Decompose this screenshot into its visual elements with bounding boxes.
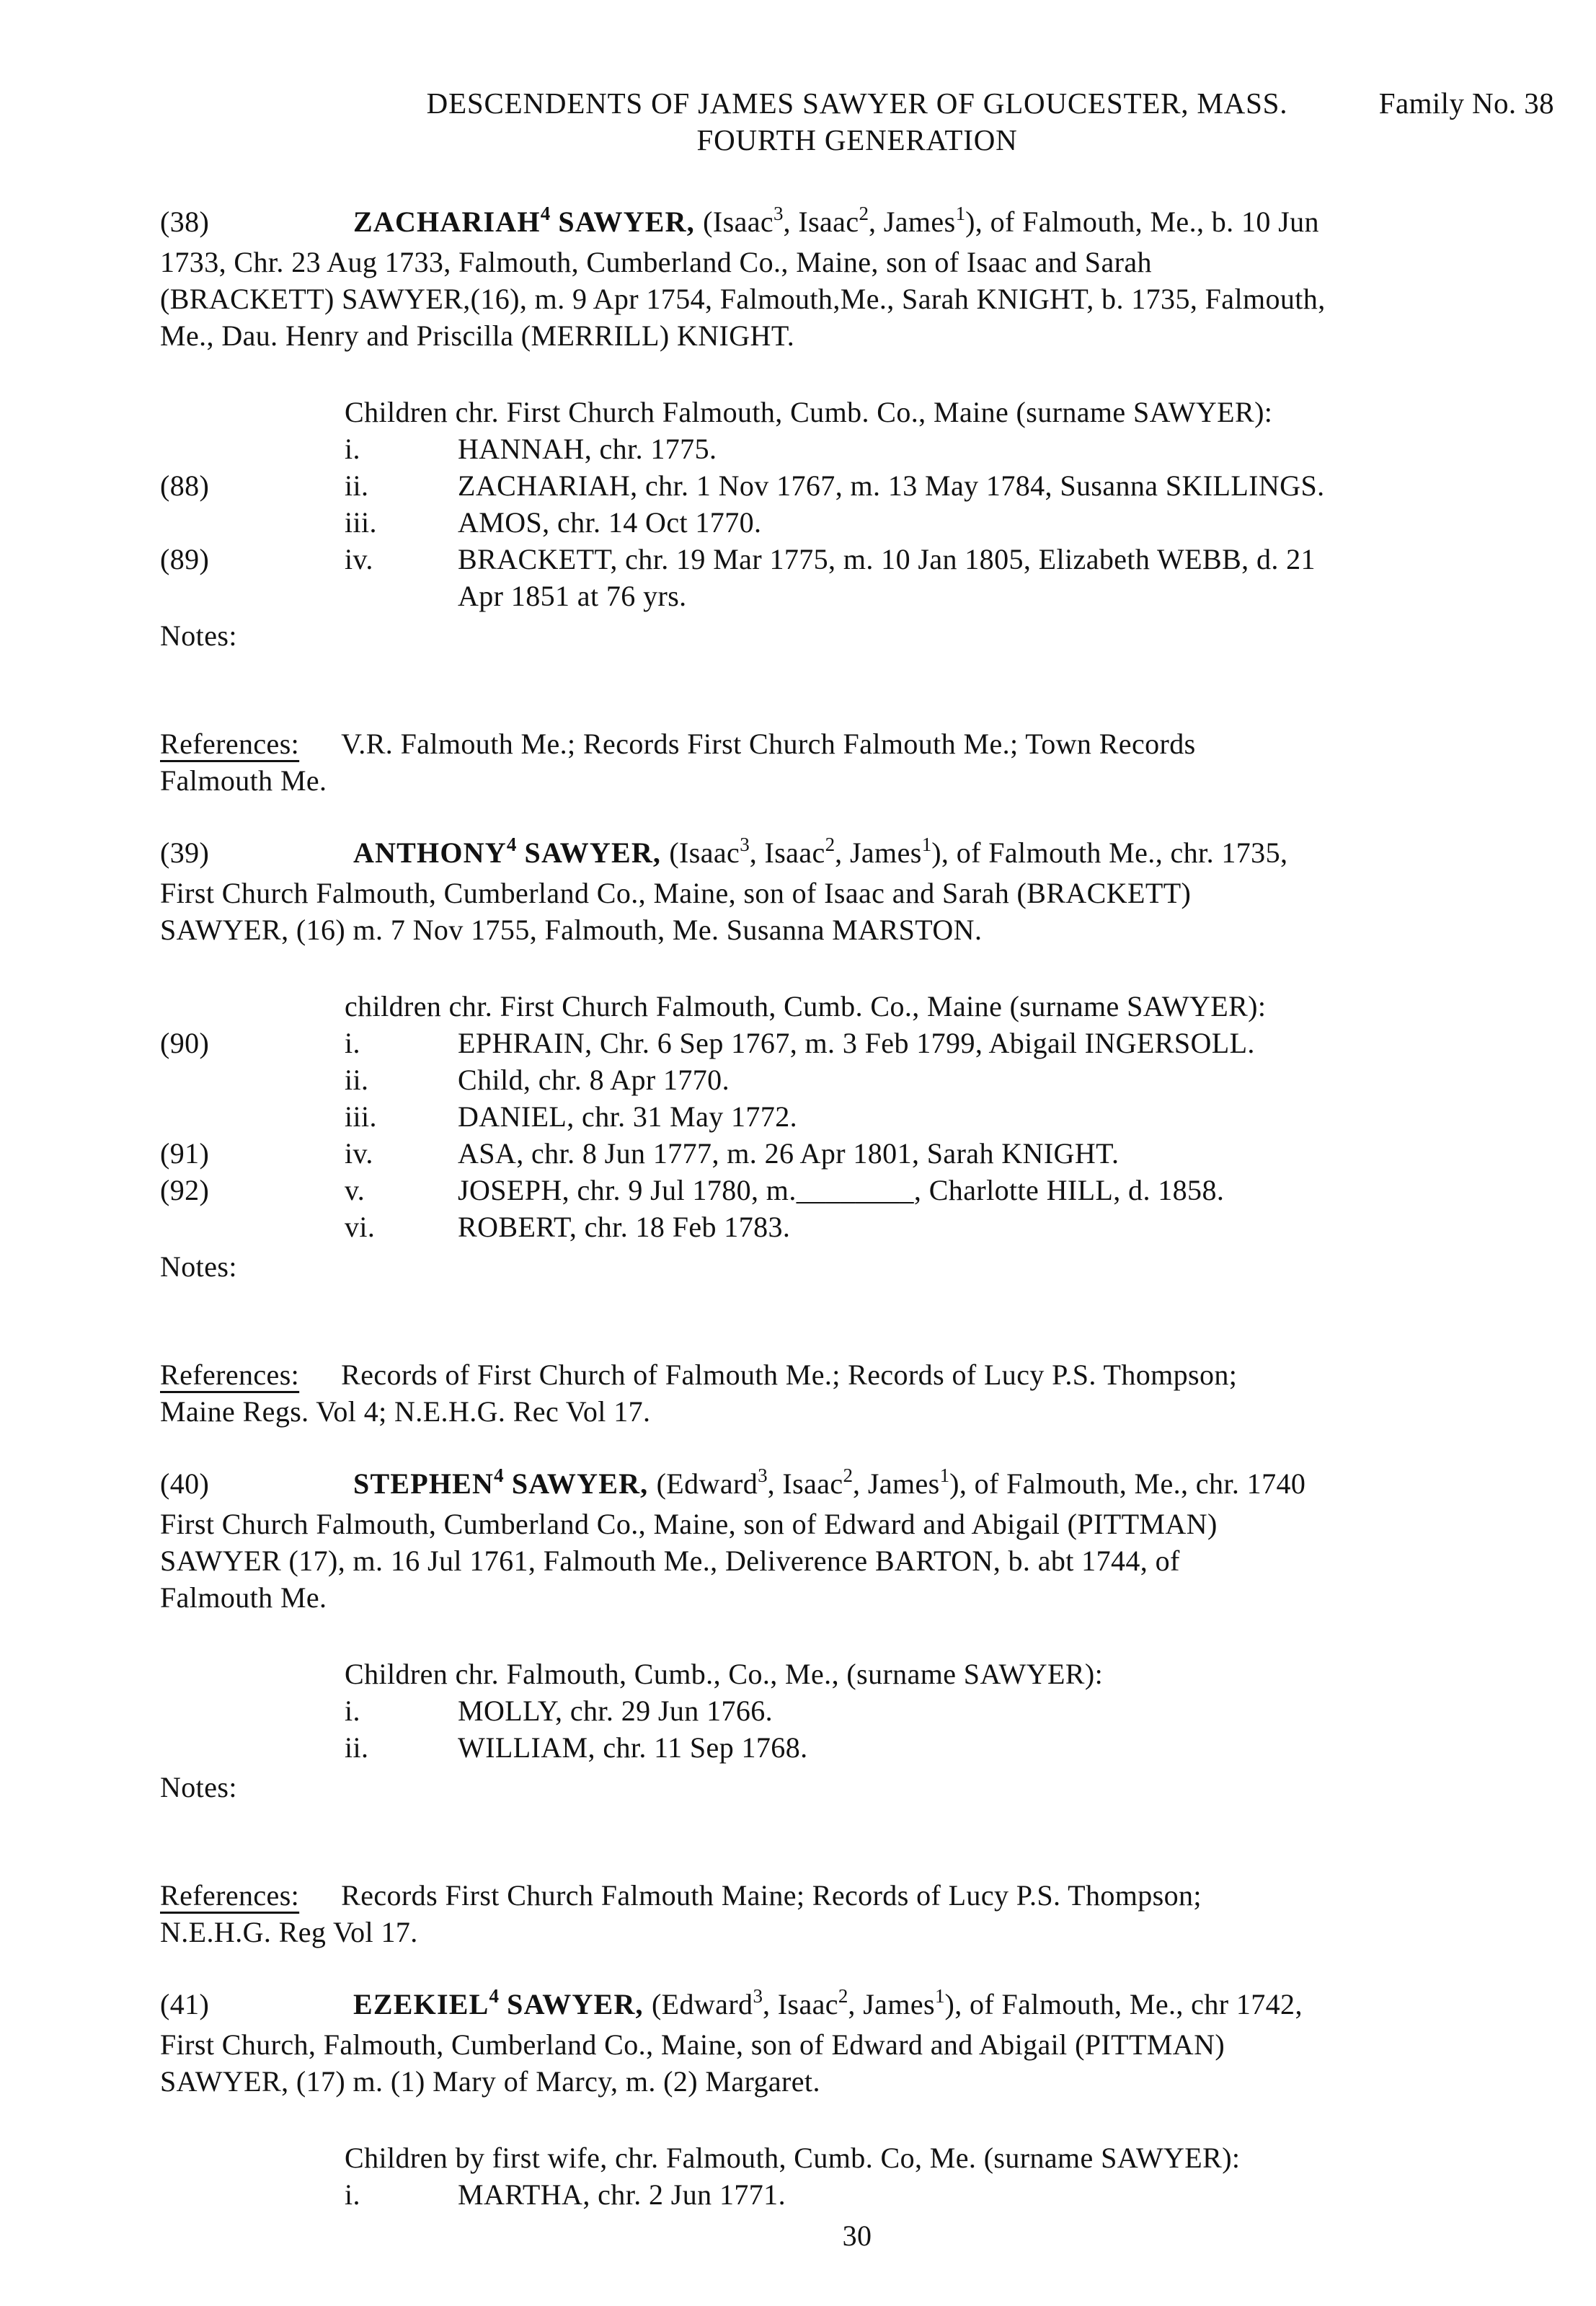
references-block <box>160 1877 1554 1914</box>
child-row <box>160 1098 1554 1135</box>
child-family-ref: (91) <box>160 1137 210 1170</box>
pedigree-superscript: 2 <box>825 834 835 855</box>
pedigree-text: (Isaac <box>669 836 740 869</box>
family-entry-38 <box>160 203 1554 799</box>
pedigree-superscript: 3 <box>740 834 750 855</box>
child-row <box>160 467 1554 504</box>
child-row <box>160 504 1554 541</box>
entry-heading <box>160 1986 1554 2026</box>
pedigree-text: , Isaac <box>783 206 859 238</box>
child-roman-numeral: iii. <box>345 506 377 539</box>
child-family-ref: (92) <box>160 1174 210 1206</box>
child-text: ASA, chr. 8 Jun 1777, m. 26 Apr 1801, Sarah KNIGHT. <box>458 1137 1120 1170</box>
child-text: ZACHARIAH, chr. 1 Nov 1767, m. 13 May 1784, Susanna SKILLINGS. <box>458 469 1325 502</box>
child-roman-numeral: v. <box>345 1174 365 1206</box>
references-label: References: <box>160 1359 300 1391</box>
pedigree-text: (Isaac <box>703 206 774 238</box>
family-entry-41 <box>160 1986 1554 2213</box>
generation-superscript: 4 <box>506 834 517 855</box>
entry-body-line: SAWYER, (16) m. 7 Nov 1755, Falmouth, Me. Susanna MARSTON. <box>160 914 983 946</box>
child-text: WILLIAM, chr. 11 Sep 1768. <box>458 1731 808 1764</box>
child-row <box>160 1172 1554 1209</box>
entry-id: (41) <box>160 1988 210 2020</box>
references-text-line: Maine Regs. Vol 4; N.E.H.G. Rec Vol 17. <box>160 1395 651 1428</box>
child-text: Child, chr. 8 Apr 1770. <box>458 1064 730 1096</box>
child-text: AMOS, chr. 14 Oct 1770. <box>458 506 762 539</box>
child-row <box>160 2176 1554 2213</box>
pedigree-superscript: 2 <box>838 1985 848 2007</box>
person-given-name: ANTHONY <box>353 836 507 869</box>
person-surname: SAWYER, <box>550 206 704 238</box>
children-label: Children chr. First Church Falmouth, Cumb. Co., Maine (surname SAWYER): <box>345 396 1273 428</box>
pedigree-superscript: 3 <box>773 203 784 224</box>
child-row <box>160 1209 1554 1245</box>
child-text-line: BRACKETT, chr. 19 Mar 1775, m. 10 Jan 1805, Elizabeth WEBB, d. 21 <box>458 543 1316 575</box>
child-row <box>160 1135 1554 1172</box>
family-entry-39 <box>160 834 1554 1430</box>
child-roman-numeral: i. <box>345 1027 360 1059</box>
person-given-name: STEPHEN <box>353 1467 495 1500</box>
pedigree-text: (Edward <box>656 1467 758 1500</box>
entry-body-line: Falmouth Me. <box>160 1581 327 1614</box>
notes-label: Notes: <box>160 1771 237 1803</box>
pedigree-text: , James <box>848 1988 935 2020</box>
pedigree-superscript: 2 <box>859 203 869 224</box>
child-row <box>160 1692 1554 1729</box>
entry-body-line: 1733, Chr. 23 Aug 1733, Falmouth, Cumberland Co., Maine, son of Isaac and Sarah <box>160 246 1152 278</box>
child-text: ROBERT, chr. 18 Feb 1783. <box>458 1211 791 1243</box>
child-text: DANIEL, chr. 31 May 1772. <box>458 1100 798 1133</box>
entry-heading-text: ), of Falmouth Me., chr. 1735, <box>931 836 1288 869</box>
child-roman-numeral: i. <box>345 1695 360 1727</box>
child-family-ref: (90) <box>160 1027 210 1059</box>
children-label: Children by first wife, chr. Falmouth, Cumb. Co, Me. (surname SAWYER): <box>345 2142 1241 2174</box>
pedigree-text: , Isaac <box>749 836 825 869</box>
child-family-ref: (89) <box>160 543 210 575</box>
child-text <box>458 541 1554 614</box>
references-text-line: Falmouth Me. <box>160 764 327 797</box>
entry-heading-text: ), of Falmouth, Me., b. 10 Jun <box>965 206 1319 238</box>
references-text: Records of First Church of Falmouth Me.; Records of Lucy P.S. Thompson; <box>341 1359 1238 1391</box>
page-header <box>160 85 1554 122</box>
page-number: 30 <box>842 2219 872 2252</box>
entry-id: (39) <box>160 836 210 869</box>
references-label: References: <box>160 1879 300 1912</box>
child-text: MARTHA, chr. 2 Jun 1771. <box>458 2178 786 2211</box>
family-number-label: Family No. 38 <box>1378 87 1554 120</box>
pedigree-text: , Isaac <box>762 1988 838 2020</box>
entry-heading <box>160 1465 1554 1506</box>
pedigree-text: , James <box>869 206 956 238</box>
child-roman-numeral: i. <box>345 2178 360 2211</box>
child-roman-numeral: ii. <box>345 1064 369 1096</box>
child-roman-numeral: ii. <box>345 1731 369 1764</box>
references-block <box>160 1356 1554 1393</box>
document-title: DESCENDENTS OF JAMES SAWYER OF GLOUCESTER, MASS. <box>426 87 1288 120</box>
child-text: MOLLY, chr. 29 Jun 1766. <box>458 1695 773 1727</box>
notes-label: Notes: <box>160 1250 237 1283</box>
entry-heading-text: ), of Falmouth, Me., chr 1742, <box>944 1988 1303 2020</box>
entry-id: (38) <box>160 206 210 238</box>
pedigree-text: , James <box>835 836 922 869</box>
child-roman-numeral: i. <box>345 433 360 465</box>
generation-superscript: 4 <box>494 1465 504 1486</box>
entry-heading-text: ), of Falmouth, Me., chr. 1740 <box>949 1467 1306 1500</box>
entry-id: (40) <box>160 1467 210 1500</box>
children-label: children chr. First Church Falmouth, Cumb. Co., Maine (surname SAWYER): <box>345 990 1267 1022</box>
entry-heading <box>160 203 1554 244</box>
person-surname: SAWYER, <box>498 1988 652 2020</box>
child-roman-numeral: iv. <box>345 1137 373 1170</box>
person-surname: SAWYER, <box>516 836 670 869</box>
entry-body-line: Me., Dau. Henry and Priscilla (MERRILL) KNIGHT. <box>160 319 795 352</box>
child-roman-numeral: vi. <box>345 1211 376 1243</box>
pedigree-superscript: 1 <box>934 1985 945 2007</box>
pedigree-superscript: 1 <box>939 1465 950 1486</box>
child-roman-numeral: ii. <box>345 469 369 502</box>
pedigree-superscript: 3 <box>753 1985 763 2007</box>
references-block <box>160 725 1554 762</box>
children-label: Children chr. Falmouth, Cumb., Co., Me., (surname SAWYER): <box>345 1658 1104 1690</box>
entry-body-line: (BRACKETT) SAWYER,(16), m. 9 Apr 1754, Falmouth,Me., Sarah KNIGHT, b. 1735, Falmouth, <box>160 283 1326 315</box>
person-given-name: EZEKIEL <box>353 1988 489 2020</box>
pedigree-text: , James <box>853 1467 940 1500</box>
child-text: HANNAH, chr. 1775. <box>458 433 717 465</box>
pedigree-superscript: 2 <box>843 1465 854 1486</box>
family-entry-40 <box>160 1465 1554 1951</box>
child-row <box>160 541 1554 614</box>
person-given-name: ZACHARIAH <box>353 206 541 238</box>
child-row <box>160 1061 1554 1098</box>
generation-superscript: 4 <box>540 203 551 224</box>
entry-heading <box>160 834 1554 875</box>
generation-subtitle: FOURTH GENERATION <box>696 123 1018 156</box>
child-row <box>160 1025 1554 1061</box>
generation-superscript: 4 <box>489 1985 499 2007</box>
entry-body-line: First Church Falmouth, Cumberland Co., Maine, son of Edward and Abigail (PITTMAN) <box>160 1508 1218 1540</box>
references-text: V.R. Falmouth Me.; Records First Church Falmouth Me.; Town Records <box>341 728 1196 760</box>
entry-body-line: First Church Falmouth, Cumberland Co., Maine, son of Isaac and Sarah (BRACKETT) <box>160 877 1192 909</box>
pedigree-text: , Isaac <box>767 1467 843 1500</box>
child-row <box>160 1729 1554 1766</box>
child-family-ref: (88) <box>160 469 210 502</box>
entry-body-line: SAWYER (17), m. 16 Jul 1761, Falmouth Me., Deliverence BARTON, b. abt 1744, of <box>160 1545 1180 1577</box>
notes-label: Notes: <box>160 619 237 652</box>
entry-body-line: First Church, Falmouth, Cumberland Co., Maine, son of Edward and Abigail (PITTMAN) <box>160 2028 1225 2061</box>
child-text: JOSEPH, chr. 9 Jul 1780, m.________, Charlotte HILL, d. 1858. <box>458 1174 1225 1206</box>
child-row <box>160 430 1554 467</box>
pedigree-text: (Edward <box>651 1988 753 2020</box>
child-text-line: Apr 1851 at 76 yrs. <box>458 580 687 612</box>
pedigree-superscript: 3 <box>758 1465 768 1486</box>
pedigree-superscript: 1 <box>921 834 932 855</box>
child-text: EPHRAIN, Chr. 6 Sep 1767, m. 3 Feb 1799, Abigail INGERSOLL. <box>458 1027 1255 1059</box>
references-label: References: <box>160 728 300 760</box>
references-text: Records First Church Falmouth Maine; Records of Lucy P.S. Thompson; <box>341 1879 1202 1912</box>
child-roman-numeral: iv. <box>345 543 373 575</box>
pedigree-superscript: 1 <box>955 203 966 224</box>
child-roman-numeral: iii. <box>345 1100 377 1133</box>
person-surname: SAWYER, <box>503 1467 657 1500</box>
entry-body-line: SAWYER, (17) m. (1) Mary of Marcy, m. (2) Margaret. <box>160 2065 820 2098</box>
references-text-line: N.E.H.G. Reg Vol 17. <box>160 1916 418 1948</box>
